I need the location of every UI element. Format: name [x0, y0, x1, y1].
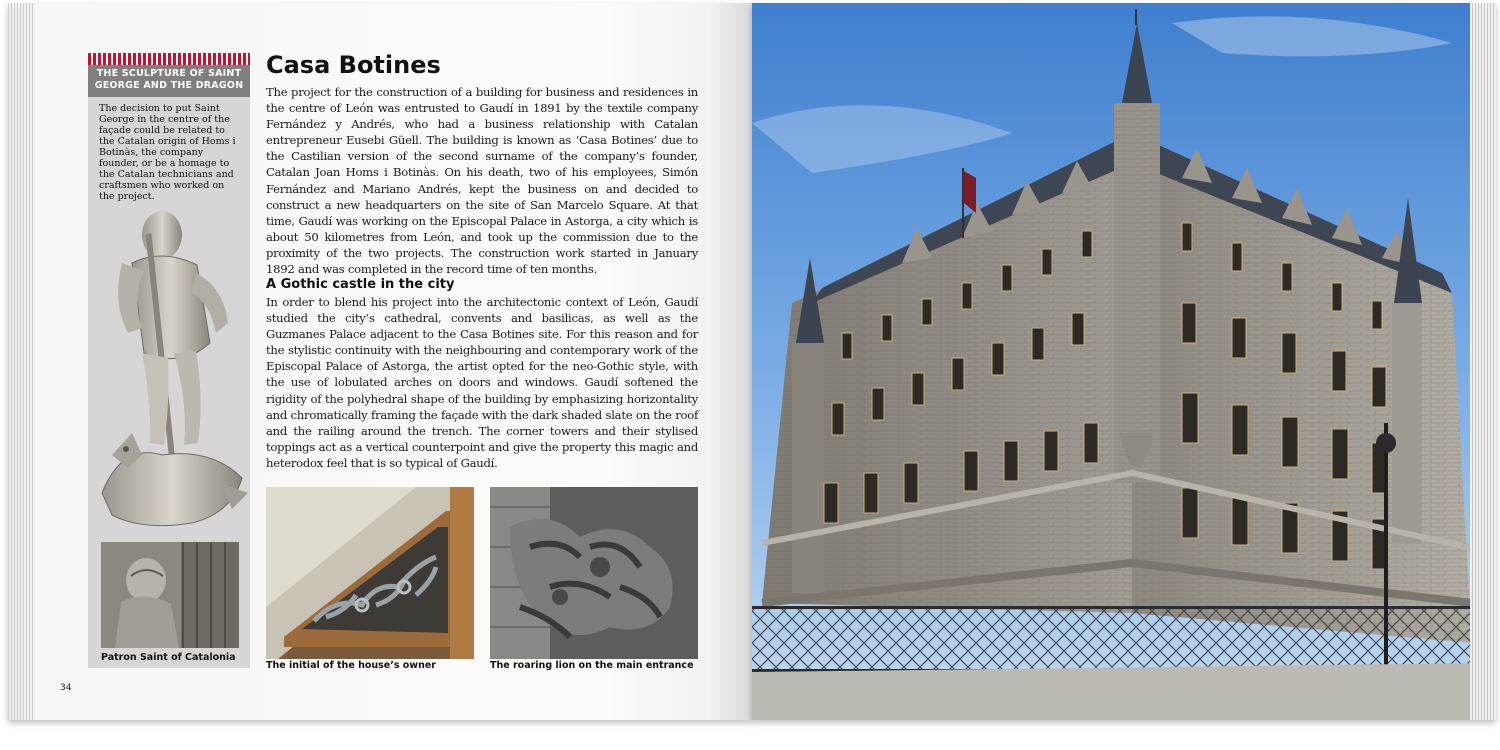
- open-book: [8, 3, 1496, 720]
- article-subheading: A Gothic castle in the city: [266, 277, 455, 292]
- sidebar-heading: THE SCULPTURE OF SAINT GEORGE AND THE DRAGON: [88, 65, 250, 97]
- article-title: Casa Botines: [266, 51, 441, 79]
- owner-initial-photo: [266, 487, 474, 659]
- article-paragraph-1: The project for the construction of a building for business and residences in the centre of León was entrusted to Gaudí in 1891 by the textile company Fernández y Andrés, who had a business relationship with Catalan entrepreneur Eusebi Güell. The building is known as ‘Casa Botines’ due to the Castilian version of the second surname of the company’s founder, Catalan Joan Homs i Botinàs. On his death, two of his employees, Simón Fernández and Mariano Andrés, kept the business on and decided to construct a new headquarters on the site of San Marcelo Square. At that time, Gaudí was working on the Episcopal Palace in Astorga, a city which is about 50 kilometres from León, and took up the commission due to the proximity of the two projects. The construction work started in January 1892 and was completed in the record time of ten months.: [266, 85, 698, 277]
- sidebar-photo-caption: Patron Saint of Catalonia: [101, 652, 236, 663]
- saint-george-sculpture-photo: [92, 193, 250, 533]
- photo-caption-lion: The roaring lion on the main entrance: [490, 660, 694, 671]
- page-edges-right: [1470, 3, 1496, 720]
- casa-botines-building-photo: [752, 3, 1496, 720]
- photo-caption-initial: The initial of the house’s owner: [266, 660, 436, 671]
- left-page: [8, 3, 752, 720]
- page-edges-left: [8, 3, 34, 720]
- sidebar-text: The decision to put Saint George in the centre of the façade could be related to the Catalan origin of Homs i Botinàs, the company founder, or be a homage to the Catalan technicians and craftsmen who worked on the project.: [99, 103, 236, 202]
- article-paragraph-2: In order to blend his project into the architectonic context of León, Gaudí studied the city’s cathedral, convents and basilicas, as well as the Guzmanes Palace adjacent to the Casa Botines site. For this reason and for the stylistic continuity with the neighbouring and contemporary work of the Episcopal Palace of Astorga, the artist opted for the neo-Gothic style, with the use of lobulated arches on doors and windows. Gaudí softened the rigidity of the polyhedral shape of the building by emphasizing horizontality and chromatically framing the façade with the dark shaded slate on the roof and the railing around the trench. The corner towers and their stylised toppings act as a vertical counterpoint and give the property this magic and heterodox feel that is so typical of Gaudí.: [266, 295, 698, 470]
- right-page: [752, 3, 1496, 720]
- sculpture-detail-photo: [101, 542, 239, 648]
- sidebar-box: [88, 53, 250, 668]
- roaring-lion-photo: [490, 487, 698, 659]
- sidebar-stripe: [88, 53, 250, 65]
- page-number: 34: [60, 683, 72, 693]
